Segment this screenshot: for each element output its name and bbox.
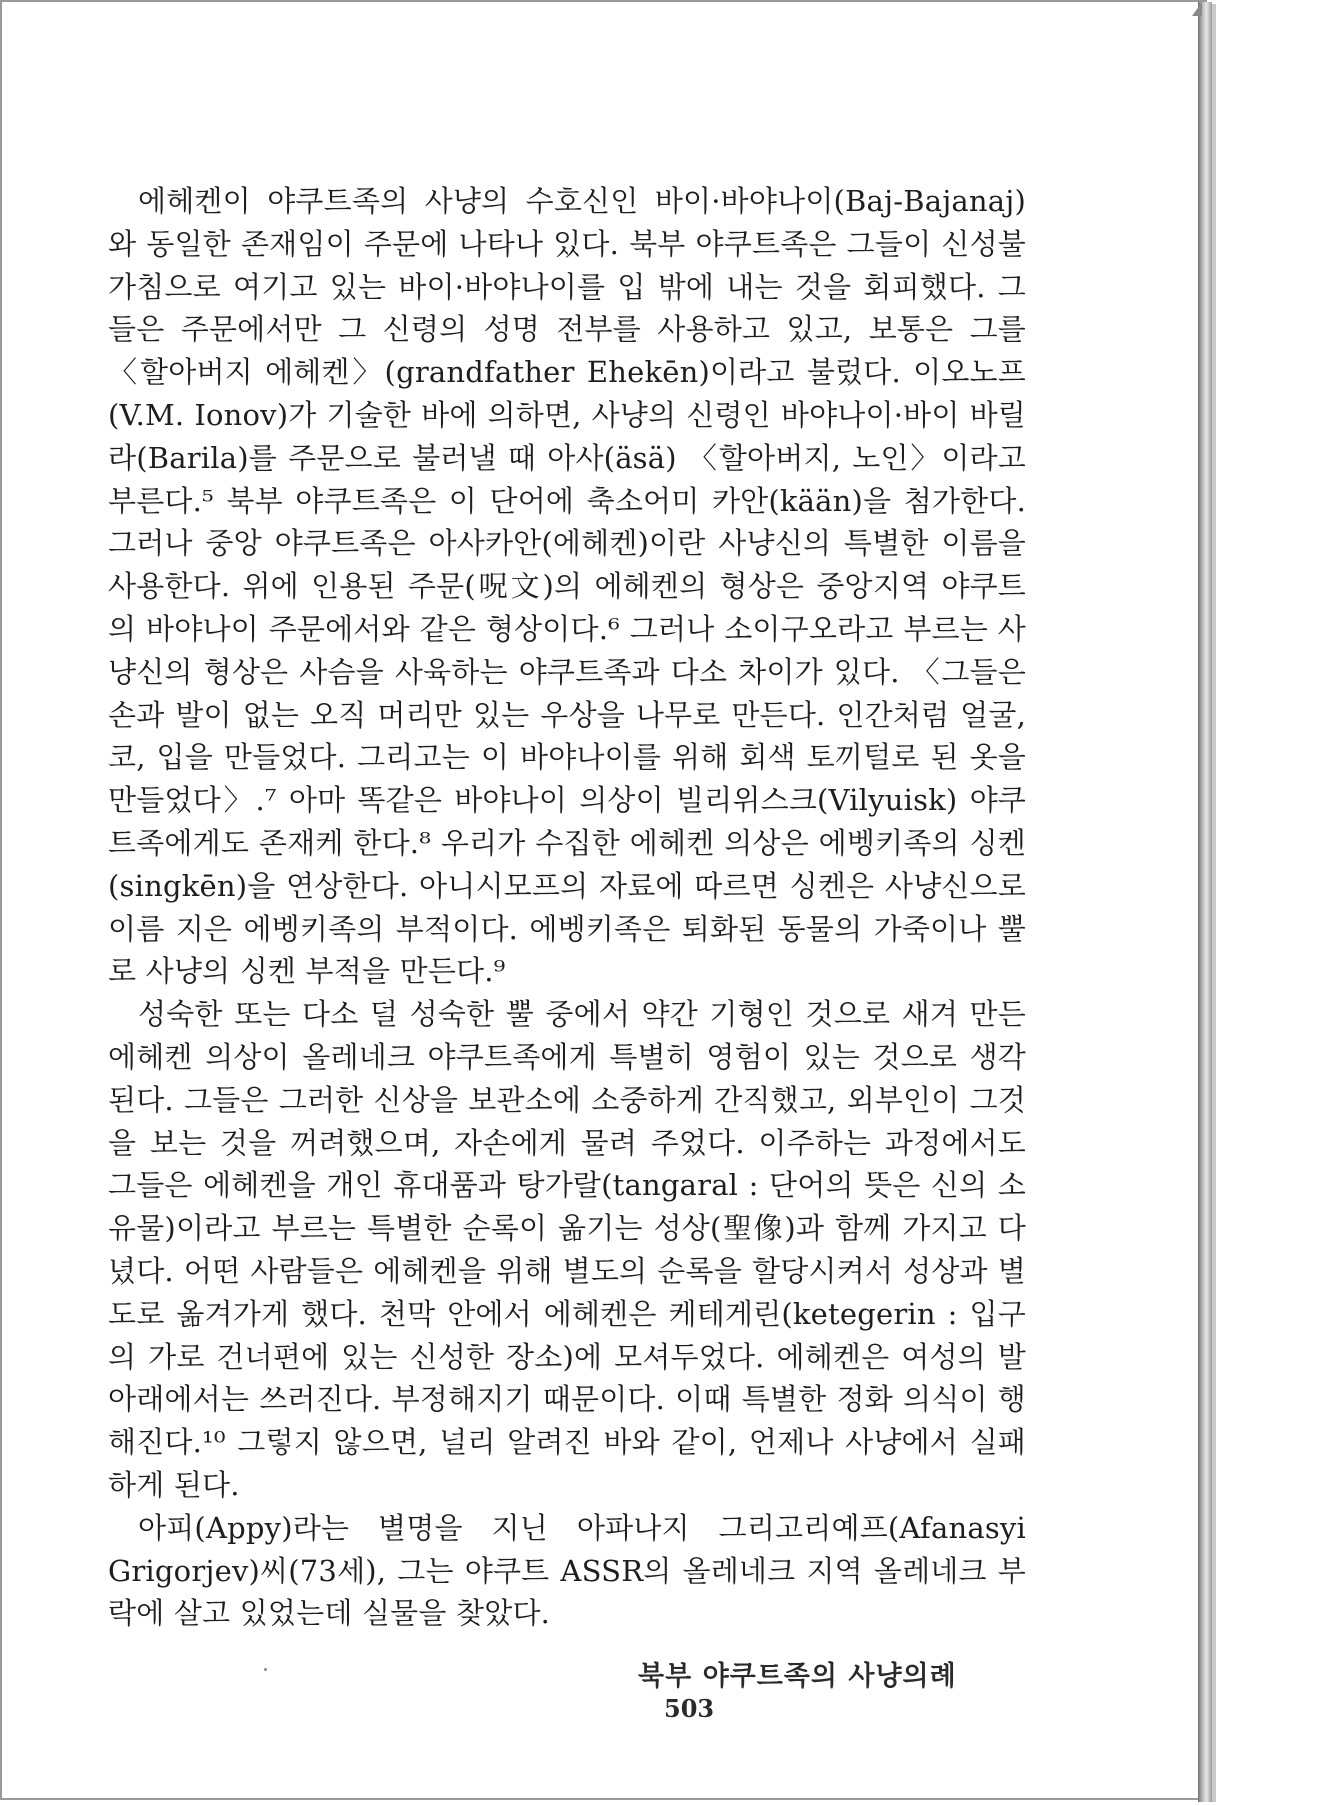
- page-footer: [638, 1654, 1018, 1724]
- paragraph-3: 아피(Appy)라는 별명을 지닌 아파나지 그리고리예프(Afanasyi Grigorjev)씨(73세), 그는 야쿠트 ASSR의 올레네크 지역 올레네크 부락에 살고 있었는데 실물을 찾았다.: [108, 1510, 1026, 1631]
- running-title: 북부 야쿠트족의 사냥의례: [638, 1661, 957, 1692]
- body-text: [108, 180, 1026, 1635]
- paragraph-1: 에헤켄이 야쿠트족의 사냥의 수호신인 바이·바야나이(Baj-Bajanaj)와 동일한 존재임이 주문에 나타나 있다. 북부 야쿠트족은 그들이 신성불가침으로 여기고 있는 바이·바야나이를 입 밖에 내는 것을 회피했다. 그들은 주문에서만 그 신령의 성명 전부를 사용하고 있고, 보통은 그를 〈할아버지 에헤켄〉(grandfather Ehekēn)이라고 불렀다. 이오노프(V.M. Ionov)가 기술한 바에 의하면, 사냥의 신령인 바야나이·바이 바릴라(Barila)를 주문으로 불러낼 때 아사(äsä) 〈할아버지, 노인〉이라고 부른다.⁵ 북부 야쿠트족은 이 단어에 축소어미 카안(kään)을 첨가한다. 그러나 중앙 야쿠트족은 아사카안(에헤켄)이란 사냥신의 특별한 이름을 사용한다. 위에 인용된 주문(呪文)의 에헤켄의 형상은 중앙지역 야쿠트의 바야나이 주문에서와 같은 형상이다.⁶ 그러나 소이구오라고 부르는 사냥신의 형상은 사슴을 사육하는 야쿠트족과 다소 차이가 있다. 〈그들은 손과 발이 없는 오직 머리만 있는 우상을 나무로 만든다. 인간처럼 얼굴, 코, 입을 만들었다. 그리고는 이 바야나이를 위해 회색 토끼털로 된 옷을 만들었다〉.⁷ 아마 똑같은 바야나이 의상이 빌리위스크(Vilyuisk) 야쿠트족에게도 존재케 한다.⁸ 우리가 수집한 에헤켄 의상은 에벵키족의 싱켄(singkēn)을 연상한다. 아니시모프의 자료에 따르면 싱켄은 사냥신으로 이름 지은 에벵키족의 부적이다. 에벵키족은 퇴화된 동물의 가죽이나 뿔로 사냥의 싱켄 부적을 만든다.⁹: [108, 184, 1026, 989]
- stray-mark: [264, 1668, 267, 1671]
- paragraph-2: 성숙한 또는 다소 덜 성숙한 뿔 중에서 약간 기형인 것으로 새겨 만든 에헤켄 의상이 올레네크 야쿠트족에게 특별히 영험이 있는 것으로 생각된다. 그들은 그러한 신상을 보관소에 소중하게 간직했고, 외부인이 그것을 보는 것을 꺼려했으며, 자손에게 물려 주었다. 이주하는 과정에서도 그들은 에헤켄을 개인 휴대품과 탕가랄(tangaral : 단어의 뜻은 신의 소유물)이라고 부르는 특별한 순록이 옮기는 성상(聖像)과 함께 가지고 다녔다. 어떤 사람들은 에헤켄을 위해 별도의 순록을 할당시켜서 성상과 별도로 옮겨가게 했다. 천막 안에서 에헤켄은 케테게린(ketegerin : 입구의 가로 건너편에 있는 신성한 장소)에 모셔두었다. 에헤켄은 여성의 발아래에서는 쓰러진다. 부정해지기 때문이다. 이때 특별한 정화 의식이 행해진다.¹⁰ 그렇지 않으면, 널리 알려진 바와 같이, 언제나 사냥에서 실패하게 된다.: [108, 997, 1026, 1502]
- page-shadow: [1212, 4, 1216, 1802]
- page-number: 503: [664, 1694, 715, 1723]
- page-edge-decoration: [1198, 2, 1212, 1802]
